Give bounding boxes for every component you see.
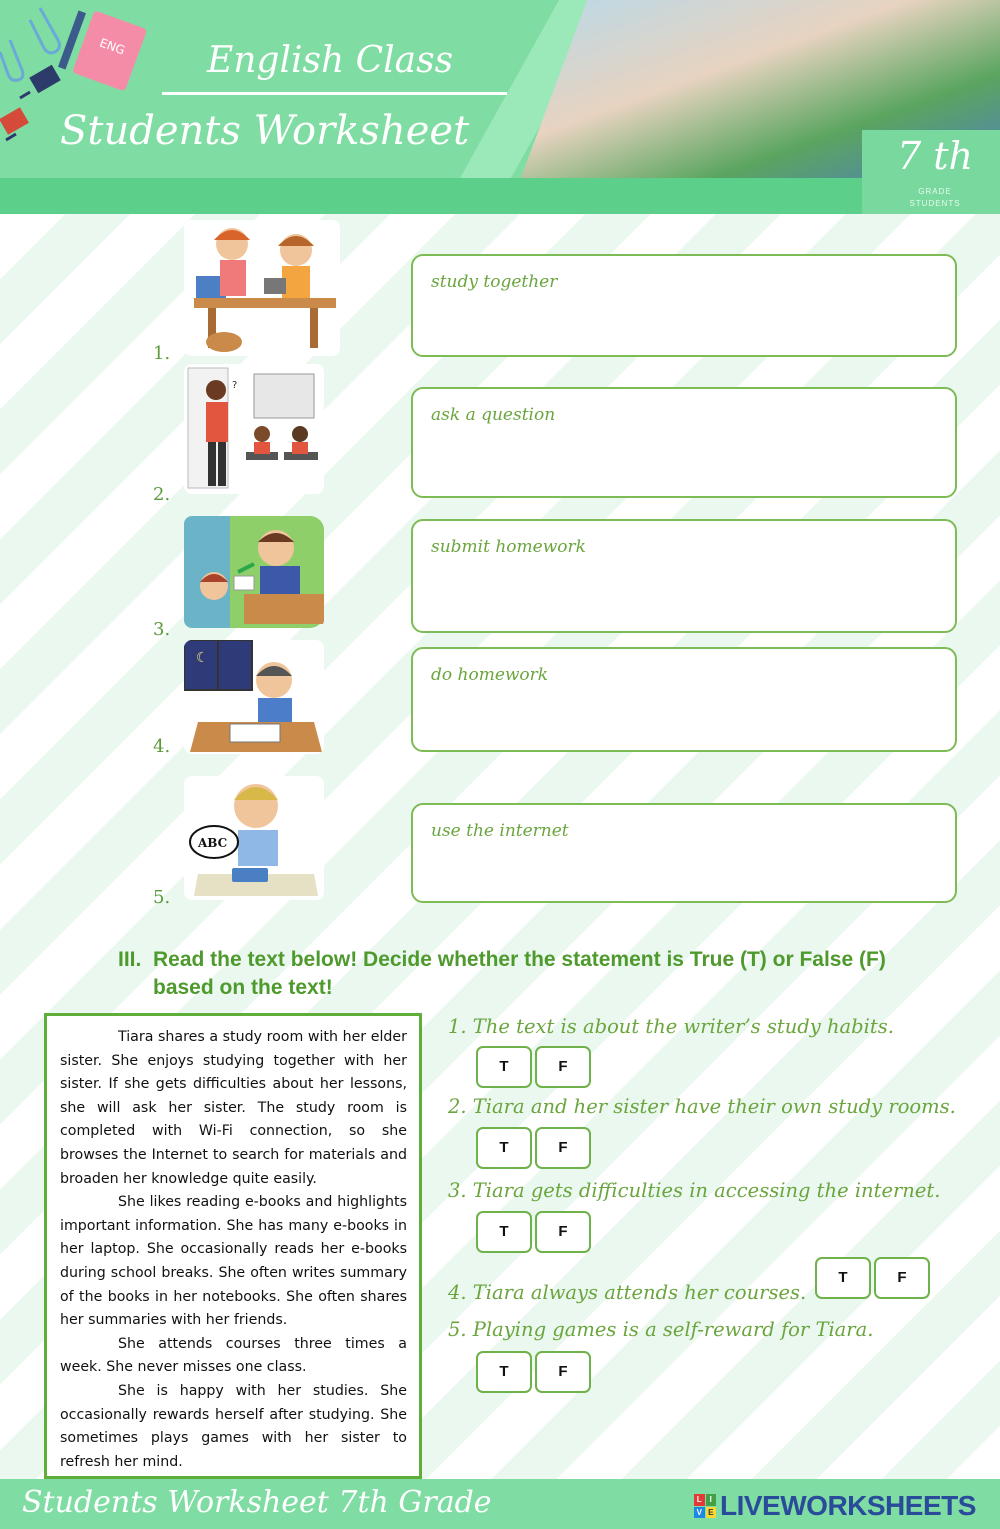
liveworksheets-logo[interactable] xyxy=(694,1491,976,1521)
section-3-heading xyxy=(118,946,948,1002)
header-title-english-class: English Class xyxy=(206,40,454,81)
question-5: 5. Playing games is a self-reward for Tiara. xyxy=(448,1318,874,1341)
true-button-q4[interactable]: T xyxy=(815,1257,871,1299)
picture-study-together xyxy=(184,220,340,356)
true-button-q3[interactable]: T xyxy=(476,1211,532,1253)
reading-paragraph: She is happy with her studies. She occasionally rewards herself after studying. She sometimes plays games with her sister to refresh her mind. xyxy=(60,1382,407,1470)
notebook-icon xyxy=(72,10,147,91)
svg-text:?: ? xyxy=(232,380,238,391)
header-title-students-worksheet: Students Worksheet xyxy=(60,108,470,154)
answer-box-5[interactable]: use the internet xyxy=(411,803,957,903)
question-2: 2. Tiara and her sister have their own study rooms. xyxy=(448,1095,956,1118)
reading-paragraph: She likes reading e-books and highlights important information. She has many e-books in her laptop. She occasionally reads her e-books during school breaks. She often writes summary of the books in her notebooks. She often shares her summaries with her friends. xyxy=(60,1194,407,1329)
svg-text:ABC: ABC xyxy=(198,836,228,850)
picture-ask-a-question xyxy=(184,364,324,494)
footer-banner xyxy=(0,1479,1000,1529)
answer-box-4[interactable]: do homework xyxy=(411,647,957,752)
liveworksheets-logo-text: LIVEWORKSHEETS xyxy=(720,1490,976,1521)
reading-paragraph: She attends courses three times a week. She never misses one class. xyxy=(60,1335,407,1376)
false-button-q4[interactable]: F xyxy=(874,1257,930,1299)
false-button-q3[interactable]: F xyxy=(535,1211,591,1253)
question-4: 4. Tiara always attends her courses. xyxy=(448,1281,807,1304)
grade-sublabel: GRADE STUDENTS xyxy=(909,187,961,208)
reading-passage xyxy=(44,1013,422,1479)
true-button-q2[interactable]: T xyxy=(476,1127,532,1169)
picture-number: 5. xyxy=(153,887,171,908)
answer-box-2[interactable]: ask a question xyxy=(411,387,957,498)
true-button-q5[interactable]: T xyxy=(476,1351,532,1393)
picture-number: 2. xyxy=(153,484,171,505)
section-number: III. xyxy=(118,948,142,971)
section-instruction: Read the text below! Decide whether the statement is True (T) or False (F) based on the text! xyxy=(153,948,886,999)
svg-text:☾: ☾ xyxy=(196,650,209,666)
picture-number: 1. xyxy=(153,343,171,364)
picture-submit-homework xyxy=(184,516,324,628)
answer-box-3[interactable]: submit homework xyxy=(411,519,957,633)
liveworksheets-logo-icon: L I V E xyxy=(694,1494,716,1518)
footer-title: Students Worksheet 7th Grade xyxy=(22,1485,492,1520)
picture-use-the-internet xyxy=(184,776,324,900)
question-1: 1. The text is about the writer’s study habits. xyxy=(448,1015,894,1038)
question-3: 3. Tiara gets difficulties in accessing the internet. xyxy=(448,1179,941,1202)
reading-paragraph: Tiara shares a study room with her elder sister. She enjoys studying together with her sister. If she gets difficulties about her lessons, she will ask her sister. The study room is completed with Wi-Fi connection, so she browses the Internet to search for materials and broaden her knowledge quite easily. xyxy=(60,1029,407,1187)
picture-number: 4. xyxy=(153,736,171,757)
true-button-q1[interactable]: T xyxy=(476,1046,532,1088)
header-divider xyxy=(162,92,507,95)
header-band xyxy=(0,178,1000,214)
false-button-q5[interactable]: F xyxy=(535,1351,591,1393)
grade-label: 7 th xyxy=(897,134,973,178)
picture-number: 3. xyxy=(153,619,171,640)
picture-do-homework xyxy=(184,640,324,754)
svg-text:ENG: ENG xyxy=(97,35,127,58)
header-banner xyxy=(0,0,1000,214)
false-button-q1[interactable]: F xyxy=(535,1046,591,1088)
false-button-q2[interactable]: F xyxy=(535,1127,591,1169)
answer-box-1[interactable]: study together xyxy=(411,254,957,357)
